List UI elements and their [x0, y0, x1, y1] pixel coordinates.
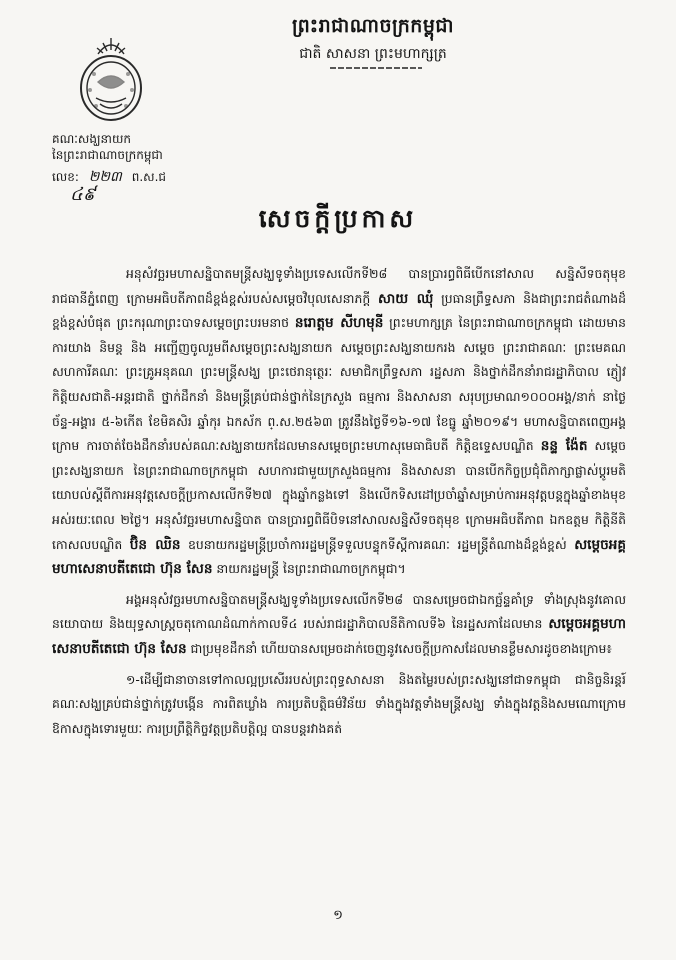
- highlighted-name: សម្តេចអគ្គមហាសេនាបតីតេជោ ហ៊ុន សែន: [52, 616, 626, 657]
- highlighted-name: នន្ទ ង៉ែត: [540, 438, 588, 455]
- national-motto: ជាតិ សាសនា ព្រះមហាក្សត្រ: [299, 46, 447, 62]
- paragraph-text: ប្រធានព្រឹទ្ធសភា និងជាព្រះរាជតំណាងដ៏ខ្ពង់ខ្ពស់បំផុត ព្រះករុណាព្រះបាទសម្តេចព្រះបរមនាថ: [52, 290, 627, 331]
- ref-number: ២២៣: [88, 169, 122, 185]
- authority-line-1: គណៈសង្ឃនាយក: [52, 132, 132, 146]
- paragraph-text: ព្រះមហាក្សត្រ នៃព្រះរាជាណាចក្រកម្ពុជា ដោយមានការយាង និមន្ត និង អញ្ជើញចូលរួមពីសម្តេចព្រះសង្ឃនាយក សម្តេចព្រះសង្ឃនាយករង សម្តេច ព្រះរាជាគណៈ ព្រះមេគណ សហការីគណៈ ព្រះគ្រូអនុគណ ព្រះមន្ត្រីសង្ឃ ព្រះថេរានុត្ថេរៈ សមាជិកព្រឹទ្ធសភា រដ្ឋសភា និងថ្នាក់ដឹកនាំរាជរដ្ឋាភិបាល ភ្ញៀវកិត្តិយសជាតិ-អន្តរជាតិ ថ្នាក់ដឹកនាំ និងមន្ត្រីគ្រប់ជាន់ថ្នាក់នៃក្រសួង ធម្មការ និងសាសនា សរុបប្រមាណ១០០០អង្គ/នាក់ នាថ្ងៃច័ន្ទ-អង្គារ ៥-៦កើត ខែមិគសិរ ឆ្នាំកុរ ឯកស័ក ព្.ស.២៥៦៣ ត្រូវនឹងថ្ងៃទី១៦-១៧ ខែធ្នូ ឆ្នាំ២០១៩។ មហាសន្និបាតពេញអង្គ ក្រោម ការចាត់ចែងដឹកនាំរបស់គណៈសង្ឃនាយកដែលមានសម្តេចព្រះមហាសុមេធាធិបតី កិត្តិឧទ្ទេសបណ្ឌិត: [52, 315, 626, 454]
- kingdom-heading: ព្រះរាជាណាចក្រកម្ពុជា: [292, 15, 454, 37]
- handwritten-mark: ៤៩: [70, 184, 96, 205]
- highlighted-name: នរោត្តម សីហមុនី: [294, 315, 384, 332]
- document-title: សេចក្តីប្រកាស: [258, 204, 418, 233]
- paragraph-text: នាយករដ្ឋមន្ត្រី នៃព្រះរាជាណាចក្រកម្ពុជា។: [212, 561, 406, 577]
- ornamental-divider-icon: [330, 66, 422, 70]
- page-number: ១: [333, 908, 343, 923]
- body-paragraph: [52, 668, 626, 742]
- paragraph-text: អង្គអនុសំវច្ឆរមហាសន្និបាតមន្ត្រីសង្ឃទូទាំងប្រទេសលើកទី២៨ បានសម្រេចជាឯកច្ឆ័ន្ទគាំទ្រ ទាំងស្រុងនូវគោលនយោបាយ និងយុទ្ធសាស្ត្រចតុកោណដំណាក់កាលទី៤ របស់រាជរដ្ឋាភិបាលនីតិកាលទី៦ នៃរដ្ឋសភាដែលមាន: [52, 591, 626, 632]
- paragraph-text: សម្តេចព្រះសង្ឃនាយក នៃព្រះរាជាណាចក្រកម្ពុជា សហការជាមួយក្រសួងធម្មការ និងសាសនា បានបើកកិច្ចប្រជុំពិភាក្សាផ្លាស់ប្តូរមតិយោបល់ស្តីពីការអនុវត្តសេចក្តីប្រកាសលើកទី២៧ ក្នុងឆ្នាំកន្លងទៅ និងលើកទិសដៅប្រចាំឆ្នាំសម្រាប់ការអនុវត្តបន្តក្នុងឆ្នាំខាងមុខអស់រយៈពេល ២ថ្ងៃ។ អនុសំវច្ឆរមហាសន្និបាត បានប្រារព្ធពិធីបិទនៅសាលសន្និសីទចតុមុខ ក្រោមអធិបតីភាព ឯកឧត្តម កិត្តិនីតិកោសលបណ្ឌិត: [52, 438, 627, 552]
- paragraph-text: ១-ដើម្បីជានាចានទៅកាលល្អប្រសើររបស់ព្រះពុទ្ធសាសនា និងតម្លៃរបស់ព្រះសង្ឃនៅជាទកម្ពុជា ជានិច្ចនិរន្តរ៍ គណៈសង្ឃគ្រប់ជាន់ថ្នាក់ត្រូវបង្កើន ការពិតឃ្លាំង ការប្រតិបត្តិធម៌វិន័យ ទាំងក្នុងវត្តទាំងមន្ត្រីសង្ឃ ទាំងក្នុងវត្តនិងសមណោក្រោមឱកាសក្នុងទោរមួយៈ ការប្រព្រឹត្តិកិច្ចវត្តប្រតិបត្តិល្អ បានបន្តរវាងគត់: [52, 671, 626, 736]
- document-body: [52, 262, 626, 747]
- highlighted-name: សាយ ឈុំ: [377, 290, 434, 307]
- ref-prefix: លេខ:: [52, 170, 79, 184]
- issuing-authority: [52, 131, 242, 163]
- royal-seal-icon: [76, 34, 146, 126]
- paragraph-text: ជាប្រមុខដឹកនាំ ហើយបានសម្រេចដាក់ចេញនូវសេចក្តីប្រកាសដែលមានខ្លឹមសារដូចខាងក្រោម៖: [186, 640, 612, 656]
- authority-line-2: នៃព្រះរាជាណាចក្រកម្ពុជា: [52, 148, 163, 162]
- paragraph-text: អនុសំវច្ឆរមហាសន្និបាតមន្ត្រីសង្ឃទូទាំងប្រទេសលើកទី២៨ បានប្រារព្ធពិធីបើកនៅសាល សន្និសីទចតុមុខ រាជធានីភ្នំពេញ ក្រោមអធិបតីភាពដ៏ខ្ពង់ខ្ពស់របស់សម្តេចវិបុលសេនាភក្តី: [52, 266, 626, 306]
- body-paragraph: [52, 588, 626, 662]
- body-paragraph: [52, 262, 626, 582]
- highlighted-name: ប៊ិន ឈិន: [129, 536, 181, 553]
- ref-suffix: ព.ស.ជ: [131, 170, 167, 184]
- paragraph-text: ឧបនាយករដ្ឋមន្ត្រីប្រចាំការរដ្ឋមន្ត្រីទទួលបន្ទុកទីស្តីការគណៈ រដ្ឋមន្ត្រីតំណាងដ៏ខ្ពង់ខ្ពស់: [180, 536, 575, 552]
- highlighted-name: សម្តេចអគ្គមហាសេនាបតីតេជោ ហ៊ុន សែន: [52, 536, 626, 578]
